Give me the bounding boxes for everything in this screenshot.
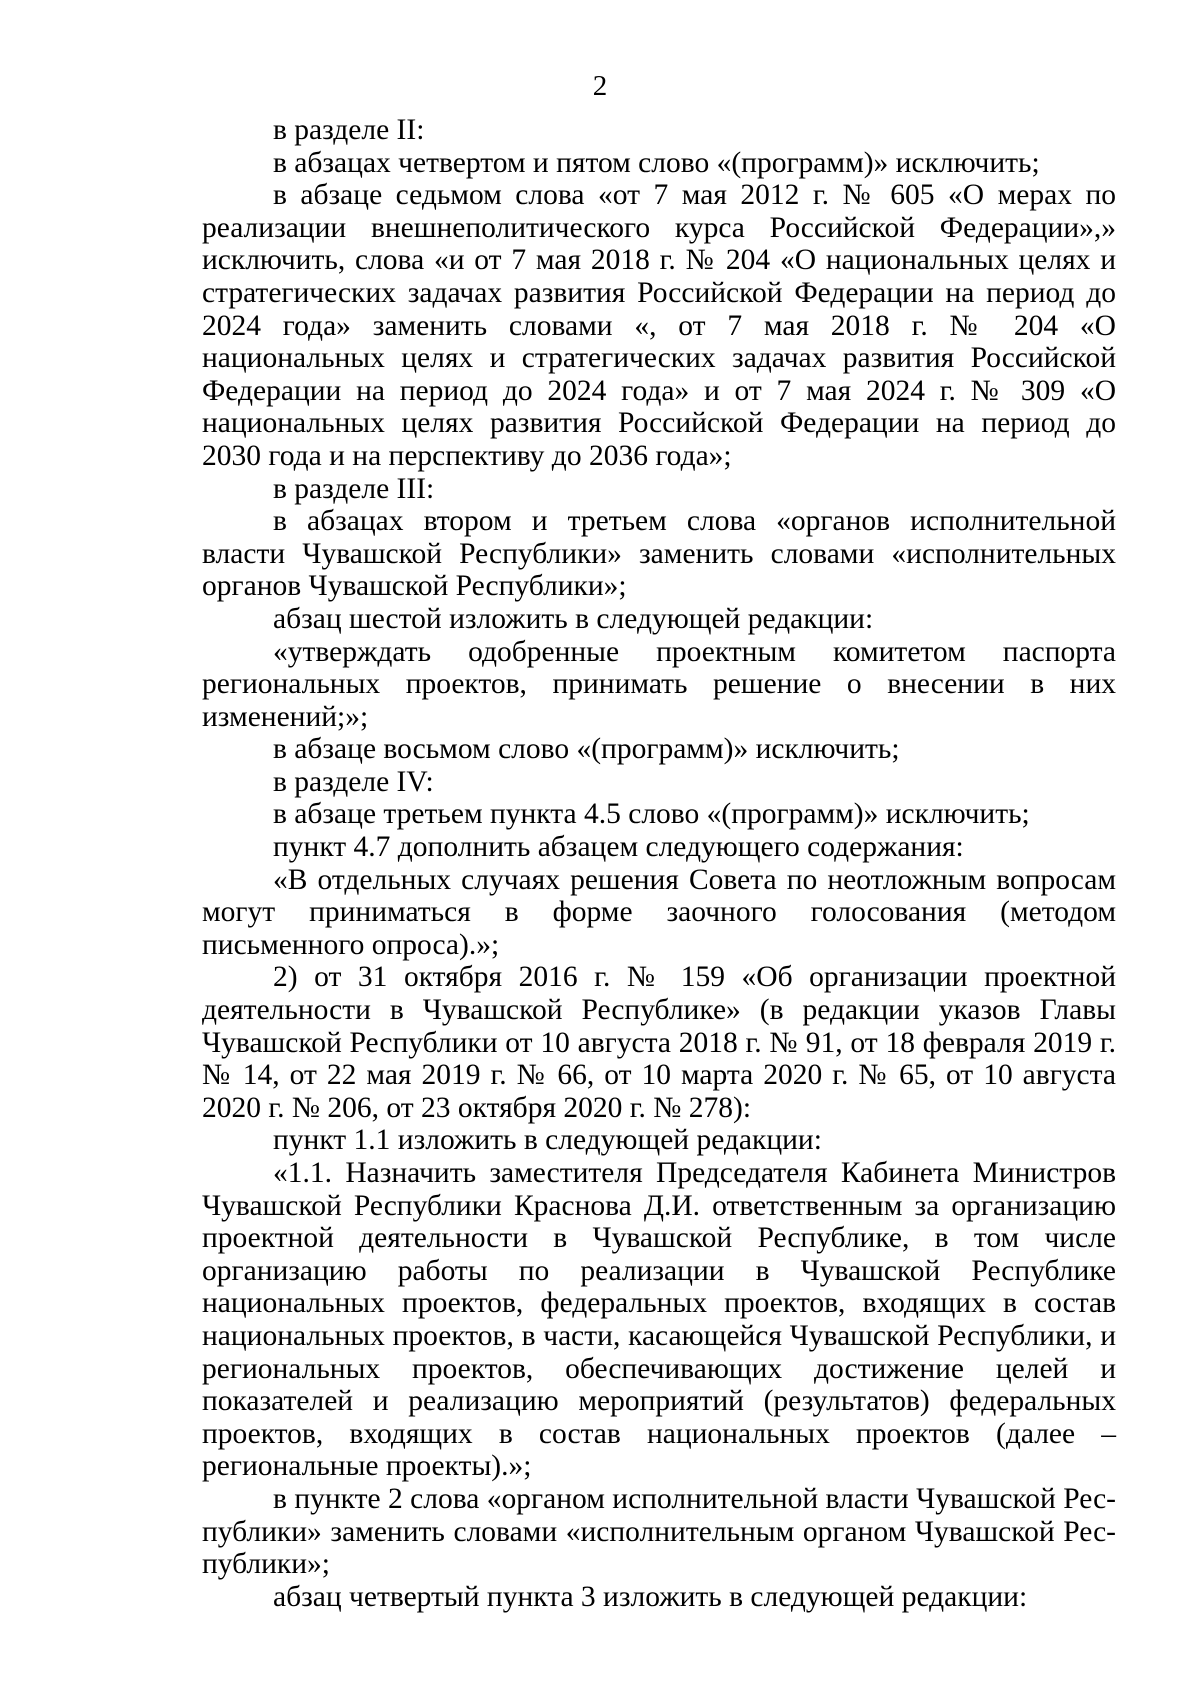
paragraph-p2: в пункте 2 слова «органом исполнительной власти Чувашской Республики» заменить словами «исполнительным органом Чувашской Республики»; xyxy=(202,1482,1116,1581)
paragraph-section-2-heading: в разделе II: xyxy=(273,114,425,146)
paragraph-p3-abz-4: абзац четвертый пункта 3 изложить в следующей редакции: xyxy=(273,1580,1028,1613)
paragraph-section-3-abz-2-3: в абзацах втором и третьем слова «органов исполнительной власти Чувашской Республики» заменить словами «исполнительных органов Чувашской Республики»; xyxy=(202,505,1116,603)
paragraph-section-3-heading: в разделе III: xyxy=(273,472,435,505)
page-number: 2 xyxy=(592,70,608,102)
document-body xyxy=(202,114,1116,1613)
paragraph-section-4-heading: в разделе IV: xyxy=(273,765,434,798)
paragraph-section-3-abz-6: абзац шестой изложить в следующей редакции: xyxy=(273,602,874,635)
paragraph-section-4-p4-7: пункт 4.7 дополнить абзацем следующего содержания: xyxy=(273,831,964,864)
paragraph-section-4-p4-7-text: «В отдельных случаях решения Совета по неотложным вопросам могут приниматься в форме заочного голосования (методом письменного опроса).»; xyxy=(202,863,1116,961)
paragraph-section-4-p4-5: в абзаце третьем пункта 4.5 слово «(программ)» исключить; xyxy=(273,798,1030,831)
paragraph-section-3-abz-8: в абзаце восьмом слово «(программ)» исключить; xyxy=(273,733,900,766)
paragraph-section-2-abz-7: в абзаце седьмом слова «от 7 мая 2012 г. № 605 «О мерах по реализации внешнеполитического курса Российской Федерации»,» исключить, слова «и от 7 мая 2018 г. № 204 «О национальных целях и стратегических задачах развития Российской Федерации на период до 2024 года» заменить словами «, от 7 мая 2018 г. № 204 «О национальных целях и стратегических задачах развития Российской Федерации на период до 2024 года» и от 7 мая 2024 г. № 309 «О национальных целях развития Российской Федерации на период до 2030 года и на перспективу до 2036 года»; xyxy=(202,179,1116,472)
paragraph-p1-1: пункт 1.1 изложить в следующей редакции: xyxy=(273,1124,822,1157)
paragraph-p1-1-text: «1.1. Назначить заместителя Председателя Кабинета Министров Чувашской Республики Краснова Д.И. ответственным за организацию проектной деятельности в Чувашской Республике, в том числе организацию работы по реализации в Чувашской Республике национальных проектов, федеральных проектов, входящих в состав национальных проектов, в части, касающейся Чувашской Республики, и региональных проектов, обеспечивающих достижение целей и показателей и реализацию мероприятий (результатов) федеральных проектов, входящих в состав национальных проектов (далее – региональные проекты).»; xyxy=(202,1157,1116,1483)
paragraph-item-2-decree: 2) от 31 октября 2016 г. № 159 «Об организации проектной деятельности в Чувашской Республике» (в редакции указов Главы Чувашской Республики от 10 августа 2018 г. № 91, от 18 февраля 2019 г. № 14, от 22 мая 2019 г. № 66, от 10 марта 2020 г. № 65, от 10 августа 2020 г. № 206, от 23 октября 2020 г. № 278): xyxy=(202,961,1116,1124)
paragraph-section-3-abz-6-text: «утверждать одобренные проектным комитетом паспорта региональных проектов, принимать решение о внесении в них изменений;»; xyxy=(202,635,1116,733)
paragraph-section-2-abz-4-5: в абзацах четвертом и пятом слово «(программ)» исключить; xyxy=(273,146,1040,179)
